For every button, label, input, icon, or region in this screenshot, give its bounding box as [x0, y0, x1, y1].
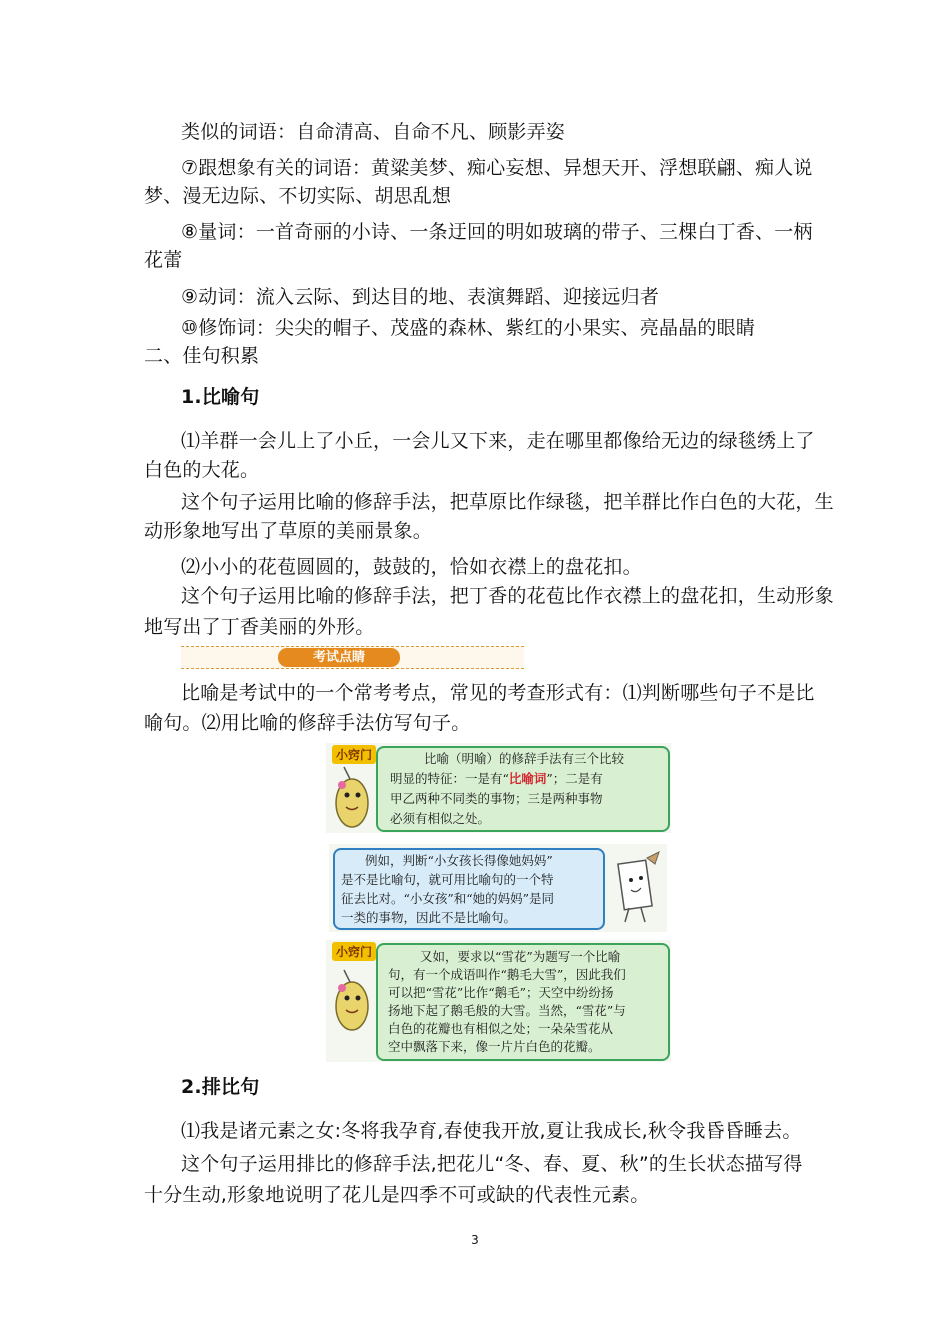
- text-line: 类似的词语：自命清高、自命不凡、顾影弄姿: [181, 121, 566, 143]
- tip-line: 空中飘落下来，像一片片白色的花瓣。: [388, 1039, 601, 1054]
- text-line: ⑧量词：一首奇丽的小诗、一条迂回的明如玻璃的带子、三棵白丁香、一柄: [181, 221, 813, 243]
- text-line: 这个句子运用排比的修辞手法,把花儿“冬、春、夏、秋”的生长状态描写得: [181, 1153, 803, 1175]
- tip-text: ”；二是有: [546, 771, 603, 786]
- text-line: ⑴我是诸元素之女:冬将我孕育,春使我开放,夏让我成长,秋令我昏昏睡去。: [181, 1120, 802, 1142]
- tip-line: 甲乙两种不同类的事物；三是两种事物: [390, 791, 603, 806]
- tip-line: 例如，判断“小女孩长得像她妈妈”: [365, 853, 553, 868]
- tip-line: 可以把“雪花”比作“鹅毛”；天空中纷纷扬: [388, 985, 614, 1000]
- highlight-term: 比喻词: [508, 771, 547, 786]
- cartoon-character-icon: [330, 968, 375, 1038]
- section-heading: 二、佳句积累: [144, 345, 260, 367]
- exam-tip-banner: [181, 646, 524, 669]
- text-line: 比喻是考试中的一个常考考点，常见的考查形式有：⑴判断哪些句子不是比: [181, 682, 815, 704]
- tip-line: 白色的花瓣也有相似之处；一朵朵雪花从: [388, 1021, 614, 1036]
- tip-tag: 小窍门: [332, 745, 376, 764]
- text-line: 这个句子运用比喻的修辞手法，把草原比作绿毯，把羊群比作白色的大花，生: [181, 491, 834, 513]
- text-line: 梦、漫无边际、不切实际、胡思乱想: [144, 185, 452, 207]
- tip-line: 又如，要求以“雪花”为题写一个比喻: [420, 949, 621, 964]
- tip-tag: 小窍门: [332, 942, 376, 961]
- text-line: 地写出了丁香美丽的外形。: [144, 616, 375, 638]
- text-line: ⑦跟想象有关的词语：黄粱美梦、痴心妄想、异想天开、浮想联翩、痴人说: [181, 157, 813, 179]
- text-line: ⑵小小的花苞圆圆的，鼓鼓的，恰如衣襟上的盘花扣。: [181, 556, 642, 578]
- text-line: ⑨动词：流入云际、到达目的地、表演舞蹈、迎接远归者: [181, 286, 660, 308]
- tip-line: 扬地下起了鹅毛般的大雪。当然，“雪花”与: [388, 1003, 626, 1018]
- tip-content: [376, 746, 670, 832]
- tip-card-2: [329, 844, 667, 932]
- text-line: 花蕾: [144, 249, 183, 271]
- text-line: 动形象地写出了草原的美丽景象。: [144, 520, 433, 542]
- tip-line: 比喻（明喻）的修辞手法有三个比较: [424, 751, 625, 766]
- page-number: 3: [471, 1233, 479, 1247]
- text-line: 十分生动,形象地说明了花儿是四季不可或缺的代表性元素。: [144, 1184, 650, 1206]
- text-line: 喻句。⑵用比喻的修辞手法仿写句子。: [144, 712, 471, 734]
- tip-line: 必须有相似之处。: [390, 811, 491, 826]
- book-character-icon: [607, 850, 665, 928]
- text-line: 这个句子运用比喻的修辞手法，把丁香的花苞比作衣襟上的盘花扣，生动形象: [181, 585, 834, 607]
- tip-card-3: [326, 940, 671, 1062]
- subsection-heading: 1.比喻句: [181, 386, 260, 408]
- exam-tip-label: 考试点睛: [278, 648, 400, 667]
- subsection-heading: 2.排比句: [181, 1076, 260, 1098]
- tip-line: 句，有一个成语叫作“鹅毛大雪”，因此我们: [388, 967, 626, 982]
- text-line: ⑩修饰词：尖尖的帽子、茂盛的森林、紫红的小果实、亮晶晶的眼睛: [181, 317, 756, 339]
- tip-card-1: [326, 743, 671, 833]
- text-line: ⑴羊群一会儿上了小丘，一会儿又下来，走在哪里都像给无边的绿毯绣上了: [181, 430, 815, 452]
- tip-content: [376, 943, 670, 1061]
- tip-line: 征去比对。“小女孩”和“她的妈妈”是同: [341, 891, 555, 906]
- tip-content: [333, 848, 605, 930]
- tip-line: 是不是比喻句，就可用比喻句的一个特: [341, 872, 554, 887]
- cartoon-character-icon: [330, 765, 375, 835]
- text-line: 白色的大花。: [144, 459, 260, 481]
- tip-line: 一类的事物，因此不是比喻句。: [341, 910, 517, 925]
- tip-text: 明显的特征：一是有“: [390, 771, 509, 786]
